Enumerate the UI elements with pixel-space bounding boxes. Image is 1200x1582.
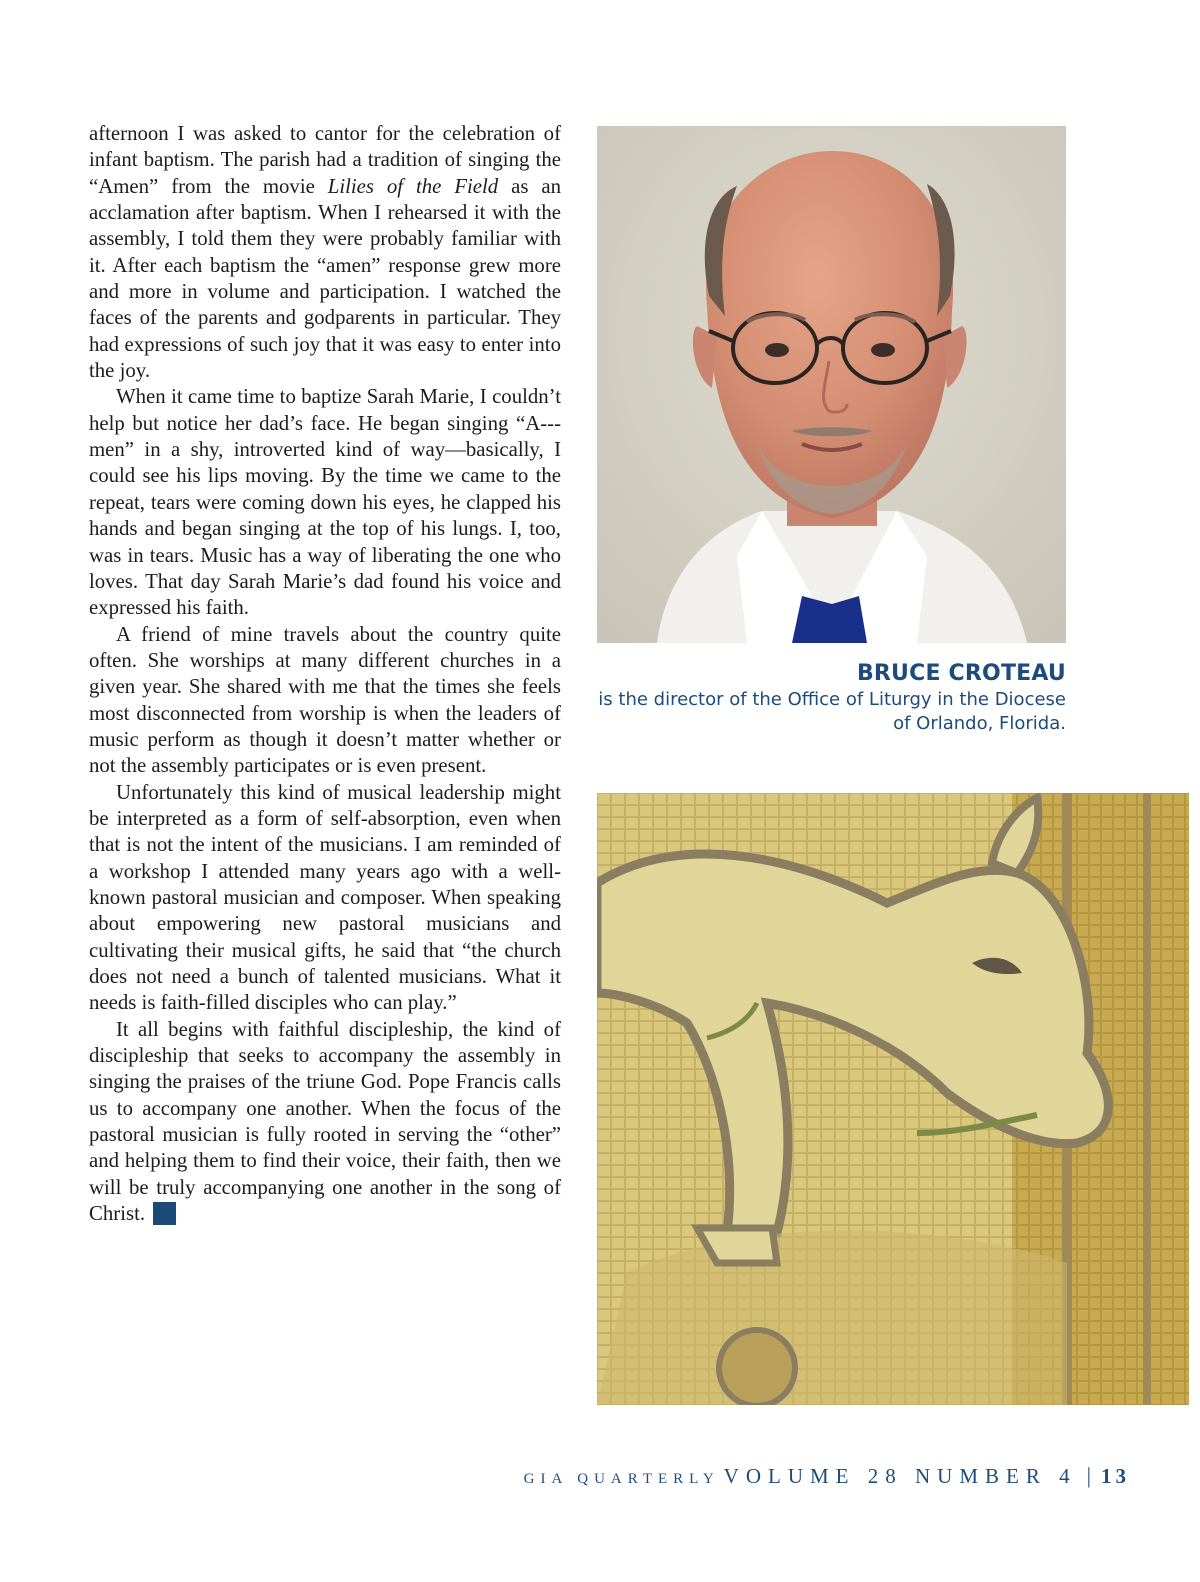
magazine-name: GIA QUARTERLY <box>523 1471 720 1487</box>
paragraph-5-text: It all begins with faithful discipleship, the kind of discipleship that seeks to accompany the assembly in singing the praises of the triune God. Pope Francis calls us to accompany one another. When the focus of the pastoral musician is fully rooted in serving the “other” and helping them to find their voice, their faith, then we will be truly accompanying one another in the song of Christ. <box>89 1017 561 1226</box>
article-paragraph-5 <box>89 1017 561 1228</box>
article-body <box>89 121 561 1227</box>
article-paragraph-2: When it came time to baptize Sarah Marie, I couldn’t help but notice her dad’s face. He began singing “A---men” in a shy, introverted kind of way—basically, I could see his lips moving. By the time we came to the repeat, tears were coming down his eyes, he clapped his hands and began singing at the top of his lungs. I, too, was in tears. Music has a way of liberating the one who loves. That day Sarah Marie’s dad found his voice and expressed his faith. <box>89 385 561 620</box>
author-bio-line-1: is the director of the Office of Liturgy in the Diocese <box>598 689 1066 710</box>
mosaic-donkey-image <box>597 793 1189 1405</box>
article-paragraph-4: Unfortunately this kind of musical leadership might be interpreted as a form of self-absorption, even when that is not the intent of the musicians. I am reminded of a workshop I attended many years ago with a well-known pastoral musician and composer. When speaking about empowering new pastoral musicians and cultivating their musical gifts, he said that “the church does not need a bunch of talented musicians. What it needs is faith-filled disciples who can play.” <box>89 780 561 1015</box>
article-paragraph-3: A friend of mine travels about the country quite often. She worships at many different churches in a given year. She shared with me that the times she feels most disconnected from worship is when the leaders of music perform as though it doesn’t matter whether or not the assembly participates or is even present. <box>89 622 561 778</box>
author-portrait-photo <box>597 126 1066 643</box>
movie-title: Lilies of the Field <box>327 174 499 198</box>
volume-number: VOLUME 28 NUMBER 4 <box>723 1464 1077 1488</box>
footer-separator: | <box>1086 1463 1091 1488</box>
end-of-article-mark <box>153 1202 176 1225</box>
author-bio-line-2: of Orlando, Florida. <box>893 713 1066 734</box>
author-name: BRUCE CROTEAU <box>856 661 1066 686</box>
page-footer <box>420 1463 1130 1489</box>
paragraph-1-text-end: as an acclamation after baptism. When I rehearsed it with the assembly, I told them they were probably familiar with it. After each baptism the “amen” response grew more and more in volume and participation. I watched the faces of the parents and godparents in particular. They had expressions of such joy that it was easy to enter into the joy. <box>89 174 562 383</box>
author-bio-caption <box>597 660 1066 736</box>
article-paragraph-1 <box>89 121 561 384</box>
paragraph-1-text: afternoon I was asked to cantor for the celebration of infant baptism. The parish had a tradition of singing the “Amen” from the movie <box>89 122 561 198</box>
page-number: 13 <box>1101 1464 1130 1488</box>
